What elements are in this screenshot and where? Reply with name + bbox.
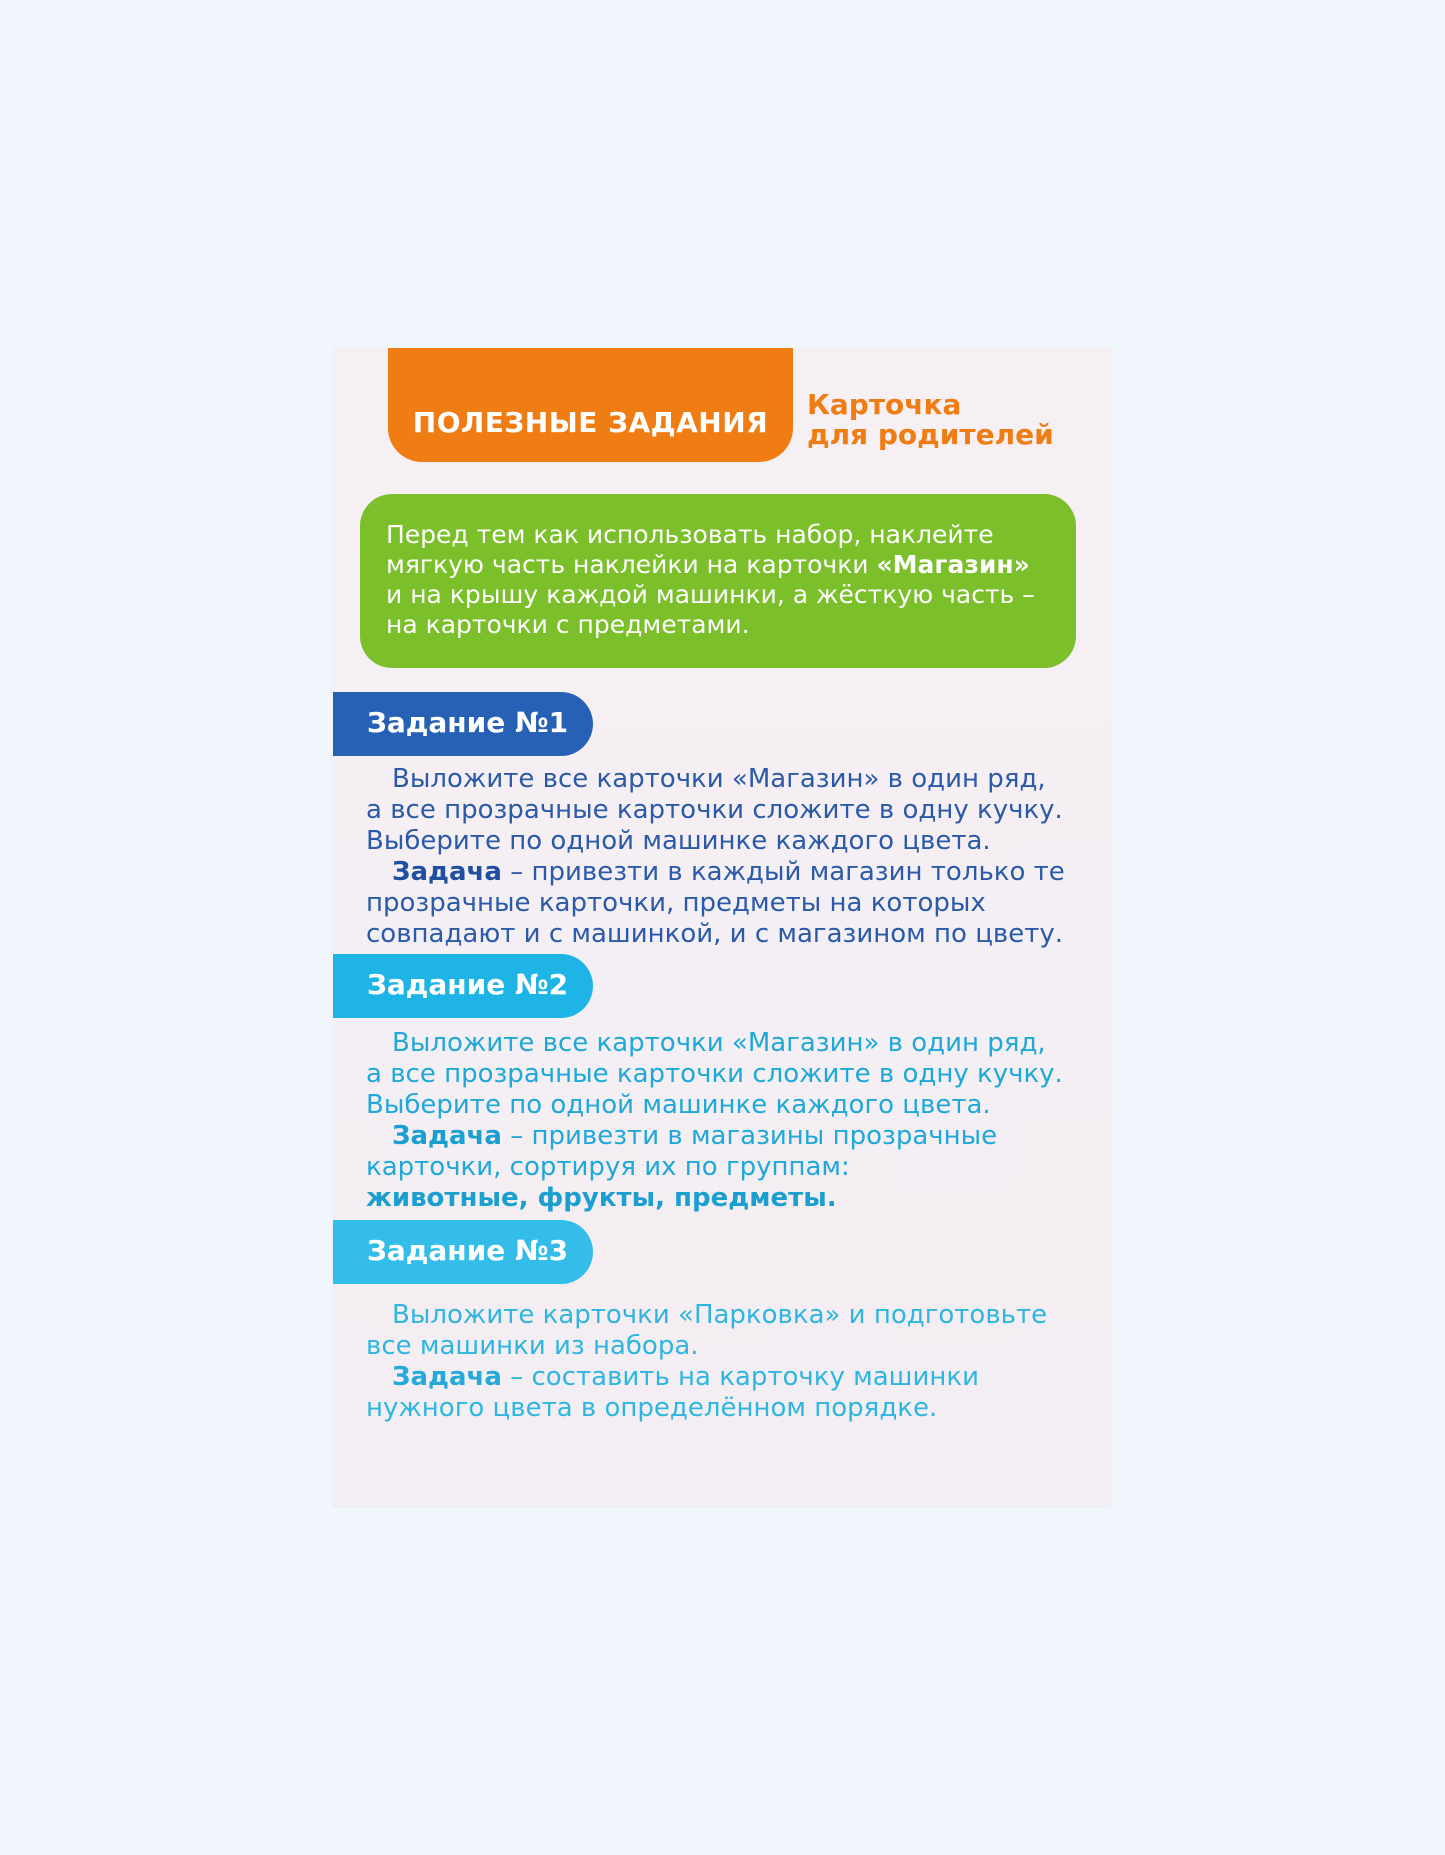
task-line: Выложите все карточки «Магазин» в один ряд, [392,764,1046,794]
task-line [366,857,1086,888]
card-subtitle [807,390,1054,450]
task-text: – привезти в каждый магазин только те [501,857,1065,887]
task-line: Выберите по одной машинке каждого цвета. [366,826,991,856]
task-line: Выберите по одной машинке каждого цвета. [366,1090,991,1120]
parent-card [333,348,1111,1506]
intro-line: Перед тем как использовать набор, наклейте [386,520,994,549]
task-2-body [366,1028,1086,1214]
task-2-header: Задание №2 [333,954,593,1018]
task-keyword: Задача [392,1121,502,1151]
task-line [366,1121,1086,1152]
task-line: совпадают и с машинкой, и с магазином по цвету. [366,919,1064,949]
task-1-body [366,764,1086,950]
task-line: а все прозрачные карточки сложите в одну кучку. [366,1059,1063,1089]
task-keyword: Задача [392,857,502,887]
header-tab-label: ПОЛЕЗНЫЕ ЗАДАНИЯ [412,406,769,439]
task-3-header: Задание №3 [333,1220,593,1284]
task-1-header: Задание №1 [333,692,593,756]
subtitle-line: Карточка [807,388,962,421]
intro-text: мягкую часть наклейки на карточки [386,550,877,579]
task-line: все машинки из набора. [366,1331,699,1361]
intro-line [386,550,1056,580]
task-line [366,1362,1086,1393]
intro-box [360,494,1076,668]
task-line: карточки, сортируя их по группам: [366,1152,850,1182]
subtitle-line: для родителей [807,418,1054,451]
header-tab [388,348,793,462]
task-text: – привезти в магазины прозрачные [501,1121,998,1151]
task-emphasis: животные, фрукты, предметы. [366,1183,837,1213]
task-text: – составить на карточку машинки [501,1362,979,1392]
task-line: а все прозрачные карточки сложите в одну кучку. [366,795,1063,825]
task-line: Выложите карточки «Парковка» и подготовьте [392,1300,1048,1330]
intro-line: и на крышу каждой машинки, а жёсткую часть – [386,580,1035,609]
task-line: прозрачные карточки, предметы на которых [366,888,986,918]
task-3-body [366,1300,1086,1424]
intro-line: на карточки с предметами. [386,610,750,639]
task-line: Выложите все карточки «Магазин» в один ряд, [392,1028,1046,1058]
task-line: нужного цвета в определённом порядке. [366,1393,938,1423]
intro-highlight: «Магазин» [876,550,1030,579]
task-keyword: Задача [392,1362,502,1392]
